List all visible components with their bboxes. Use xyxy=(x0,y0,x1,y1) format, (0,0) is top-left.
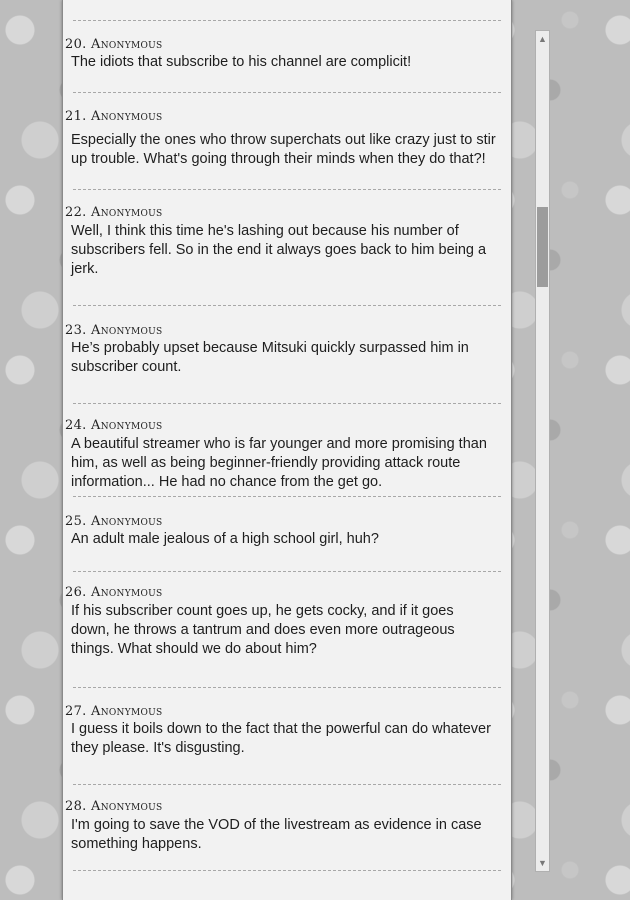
thread-panel xyxy=(62,0,512,900)
post-text: He’s probably upset because Mitsuki quickly surpassed him in subscriber count. xyxy=(71,340,469,375)
post-author: 21. Anonymous xyxy=(65,109,163,124)
post-text: An adult male jealous of a high school girl, huh? xyxy=(71,531,379,547)
divider xyxy=(73,687,501,688)
post-text: The idiots that subscribe to his channel are complicit! xyxy=(71,54,412,70)
post-author: 26. Anonymous xyxy=(65,585,163,600)
post-author: 22. Anonymous xyxy=(65,205,163,220)
divider xyxy=(73,20,501,21)
post-author: 27. Anonymous xyxy=(65,704,163,719)
post-author: 28. Anonymous xyxy=(65,799,163,814)
divider xyxy=(73,403,501,404)
post-text: I guess it boils down to the fact that the powerful can do whatever they please. It's disgusting. xyxy=(71,721,491,756)
divider xyxy=(73,92,501,93)
vertical-scrollbar[interactable] xyxy=(535,30,550,872)
divider xyxy=(73,571,501,572)
post-author: 20. Anonymous xyxy=(65,37,163,52)
scrollbar-thumb[interactable] xyxy=(537,207,548,287)
post-author: 25. Anonymous xyxy=(65,514,163,529)
divider xyxy=(73,189,501,190)
divider xyxy=(73,784,501,785)
post-author: 23. Anonymous xyxy=(65,323,163,338)
post-text: Well, I think this time he's lashing out because his number of subscribers fell. So in the end it always goes back to him being a jerk. xyxy=(71,223,487,277)
post-author: 24. Anonymous xyxy=(65,418,163,433)
divider xyxy=(73,305,501,306)
chevron-down-icon[interactable]: ▼ xyxy=(538,858,547,868)
post-text: Especially the ones who throw superchats out like crazy just to stir up trouble. What's going through their minds when they do that?! xyxy=(71,132,496,167)
chevron-up-icon[interactable]: ▲ xyxy=(538,34,547,44)
divider xyxy=(73,870,501,871)
post-text: A beautiful streamer who is far younger and more promising than him, as well as being beginner-friendly providing attack route information... He had no chance from the get go. xyxy=(71,436,487,490)
divider xyxy=(73,496,501,497)
post-text: I'm going to save the VOD of the livestream as evidence in case something happens. xyxy=(71,817,482,852)
post-text: If his subscriber count goes up, he gets cocky, and if it goes down, he throws a tantrum and does even more outrageous things. What should we do about him? xyxy=(71,603,455,657)
